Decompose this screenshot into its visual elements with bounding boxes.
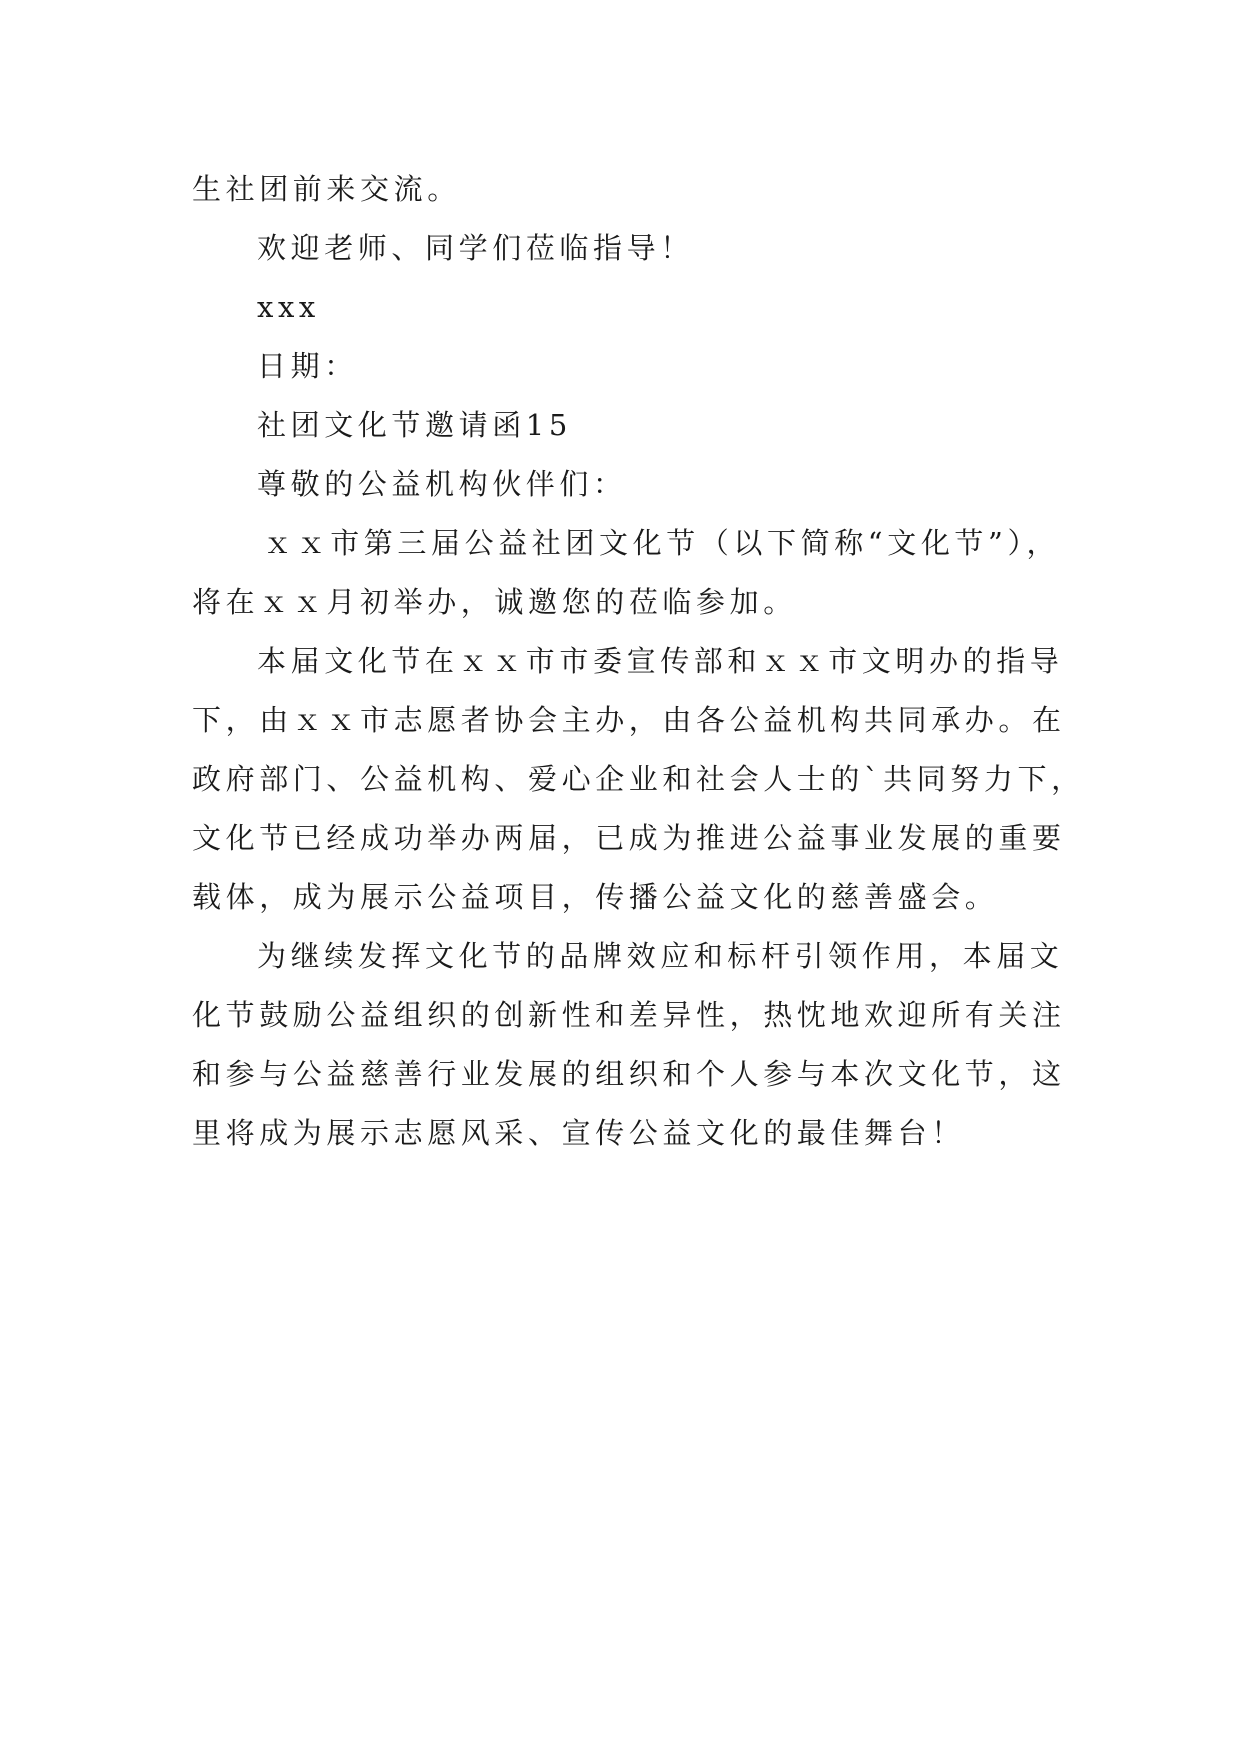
text-line: 下，由ｘｘ市志愿者协会主办，由各公益机构共同承办。在 xyxy=(192,703,1066,737)
text-line: 化节鼓励公益组织的创新性和差异性，热忱地欢迎所有关注 xyxy=(192,998,1066,1032)
text-line: 生社团前来交流。 xyxy=(192,172,461,206)
text-line: 文化节已经成功举办两届，已成为推进公益事业发展的重要 xyxy=(192,821,1066,855)
text-line: xxx xyxy=(257,290,320,324)
text-line: 欢迎老师、同学们莅临指导！ xyxy=(257,231,694,265)
text-line: 本届文化节在ｘｘ市市委宣传部和ｘｘ市文明办的指导 xyxy=(257,644,1064,678)
text-line: 为继续发挥文化节的品牌效应和标杆引领作用，本届文 xyxy=(257,939,1064,973)
text-line: 和参与公益慈善行业发展的组织和个人参与本次文化节，这 xyxy=(192,1057,1066,1091)
text-line: ｘｘ市第三届公益社团文化节（以下简称“文化节”）， xyxy=(263,526,1061,560)
text-line: 载体，成为展示公益项目，传播公益文化的慈善盛会。 xyxy=(192,880,999,914)
text-line: 里将成为展示志愿风采、宣传公益文化的最佳舞台！ xyxy=(192,1116,965,1150)
text-line: 社团文化节邀请函15 xyxy=(257,408,572,442)
text-line: 将在ｘｘ月初举办，诚邀您的莅临参加。 xyxy=(192,585,797,619)
text-line: 尊敬的公益机构伙伴们： xyxy=(257,467,627,501)
text-line: 政府部门、公益机构、爱心企业和社会人士的`共同努力下， xyxy=(192,762,1085,796)
text-line: 日期： xyxy=(257,349,358,383)
document-body xyxy=(192,160,1085,1163)
